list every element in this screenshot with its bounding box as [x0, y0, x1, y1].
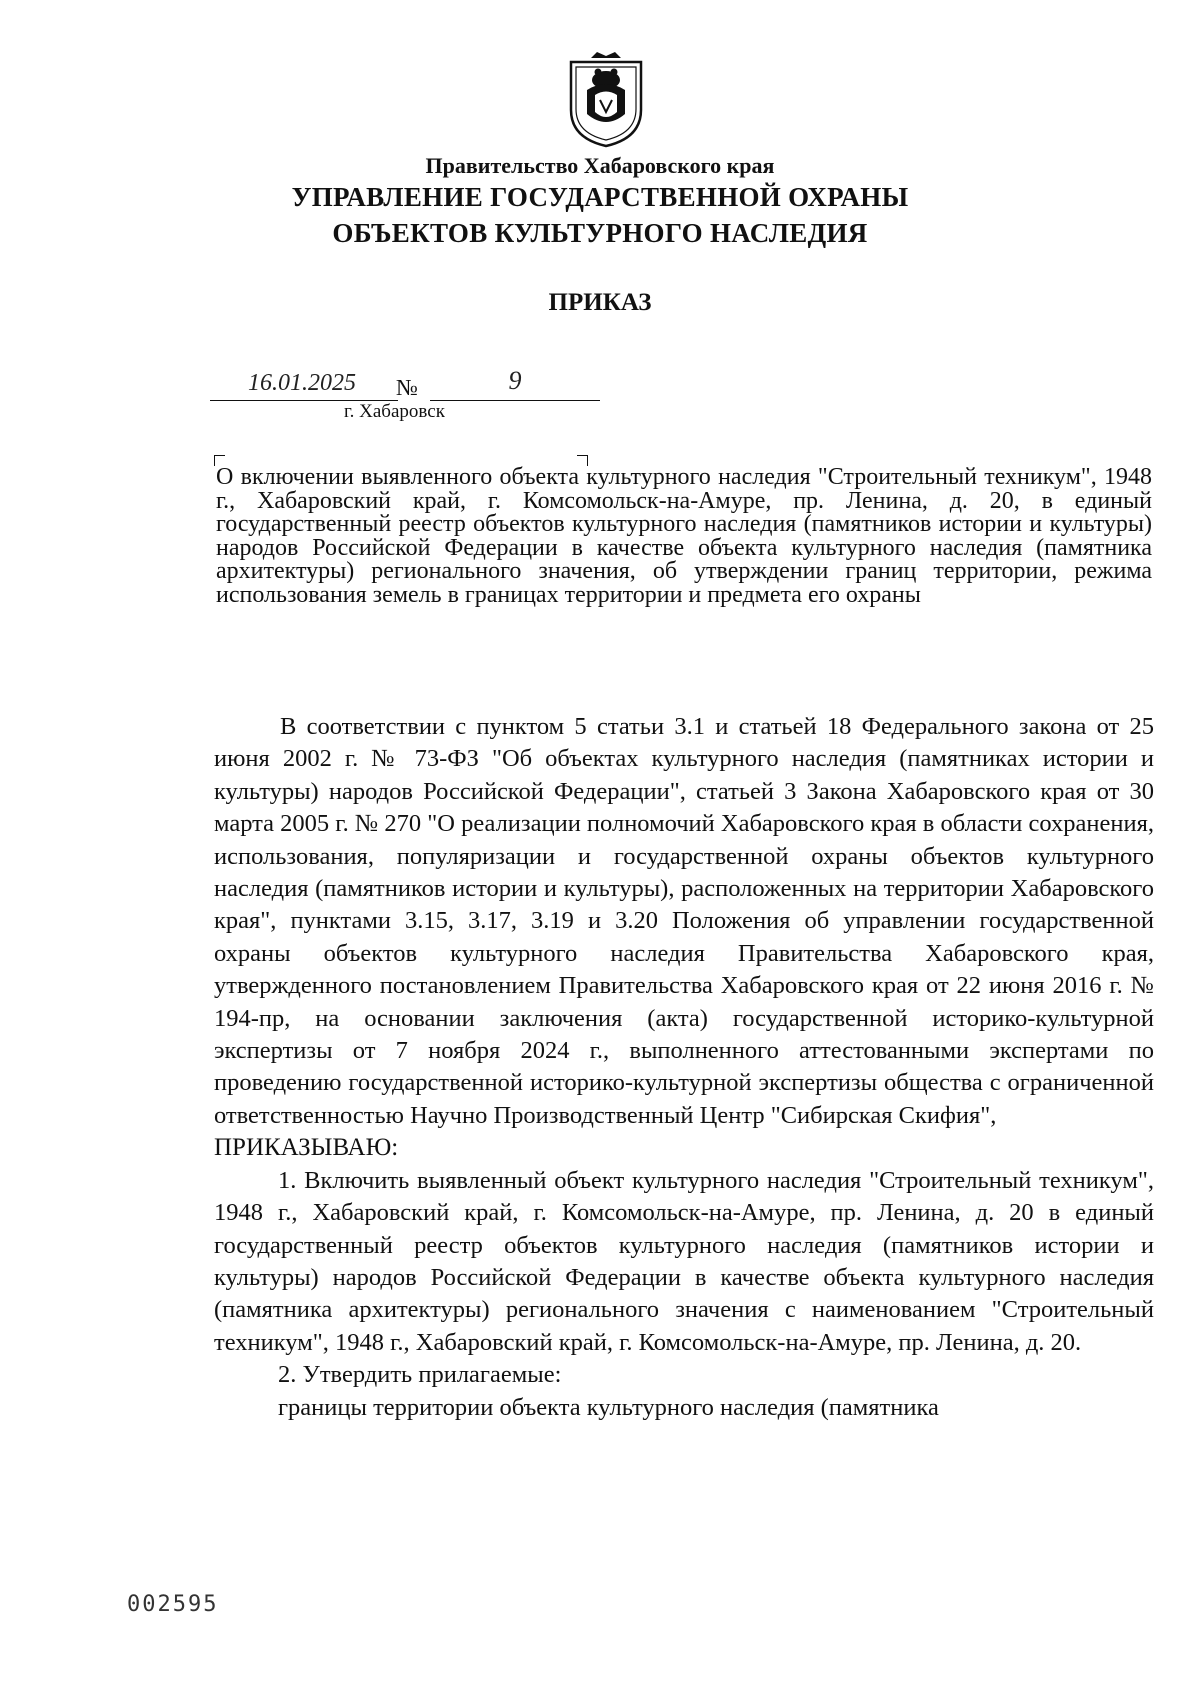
- document-date: 16.01.2025: [248, 370, 356, 396]
- department-name-line1: УПРАВЛЕНИЕ ГОСУДАРСТВЕННОЙ ОХРАНЫ: [291, 182, 909, 212]
- number-underline: [430, 400, 600, 401]
- government-name: Правительство Хабаровского края: [425, 153, 775, 178]
- document-title: О включении выявленного объекта культурного наследия "Строительный техникум", 1948 г., Хабаровский край, г. Комсомольск-на-Амуре, пр. Ленина, д. 20, в единый государственный реестр объектов культурного наследия (памятников истории и культуры) народов Российской Федерации в качестве объекта культурного наследия (памятника архитектуры) регионального значения, об утверждении границ территории, режима использования земель в границах территории и предмета его охраны: [216, 464, 1152, 608]
- page-code: 002595: [127, 1592, 219, 1617]
- preamble-paragraph: В соответствии с пунктом 5 статьи 3.1 и статьей 18 Федерального закона от 25 июня 2002 г. № 73-ФЗ "Об объектах культурного наследия (памятниках истории и культуры) народов Российской Федерации", статьей 3 Закона Хабаровского края от 30 марта 2005 г. № 270 "О реализации полномочий Хабаровского края в области сохранения, использования, популяризации и государственной охраны объектов культурного наследия (памятников истории и культуры), расположенных на территории Хабаровского края", пунктами 3.15, 3.17, 3.19 и 3.20 Положения об управлении государственной охраны объектов культурного наследия Правительства Хабаровского края, утвержденного постановлением Правительства Хабаровского края от 22 июня 2016 г. № 194-пр, на основании заключения (акта) государственной историко-культурной экспертизы от 7 ноября 2024 г., выполненного аттестованными экспертами по проведению государственной историко-культурной экспертизы общества с ограниченной ответственностью Научно Производственный Центр "Сибирская Скифия",: [214, 713, 1154, 1129]
- document-body: [214, 711, 1154, 1424]
- order-item-2: 2. Утвердить прилагаемые:: [278, 1361, 562, 1389]
- number-label: №: [396, 375, 418, 400]
- order-item-1: 1. Включить выявленный объект культурного наследия "Строительный техникум", 1948 г., Хабаровский край, г. Комсомольск-на-Амуре, пр. Ленина, д. 20 в единый государственный реестр объектов культурного наследия (памятников истории и культуры) народов Российской Федерации в качестве объекта культурного наследия (памятника архитектуры) регионального значения с наименованием "Строительный техникум", 1948 г., Хабаровский край, г. Комсомольск-на-Амуре, пр. Ленина, д. 20.: [214, 1166, 1154, 1356]
- coat-of-arms-icon: [565, 50, 647, 150]
- city: г. Хабаровск: [344, 401, 445, 422]
- document-number: 9: [508, 366, 522, 395]
- department-name-line2: ОБЪЕКТОВ КУЛЬТУРНОГО НАСЛЕДИЯ: [332, 218, 868, 248]
- document-type: ПРИКАЗ: [548, 289, 652, 316]
- order-item-2-subitem: границы территории объекта культурного наследия (памятника: [278, 1393, 939, 1421]
- order-word: ПРИКАЗЫВАЮ:: [214, 1134, 399, 1162]
